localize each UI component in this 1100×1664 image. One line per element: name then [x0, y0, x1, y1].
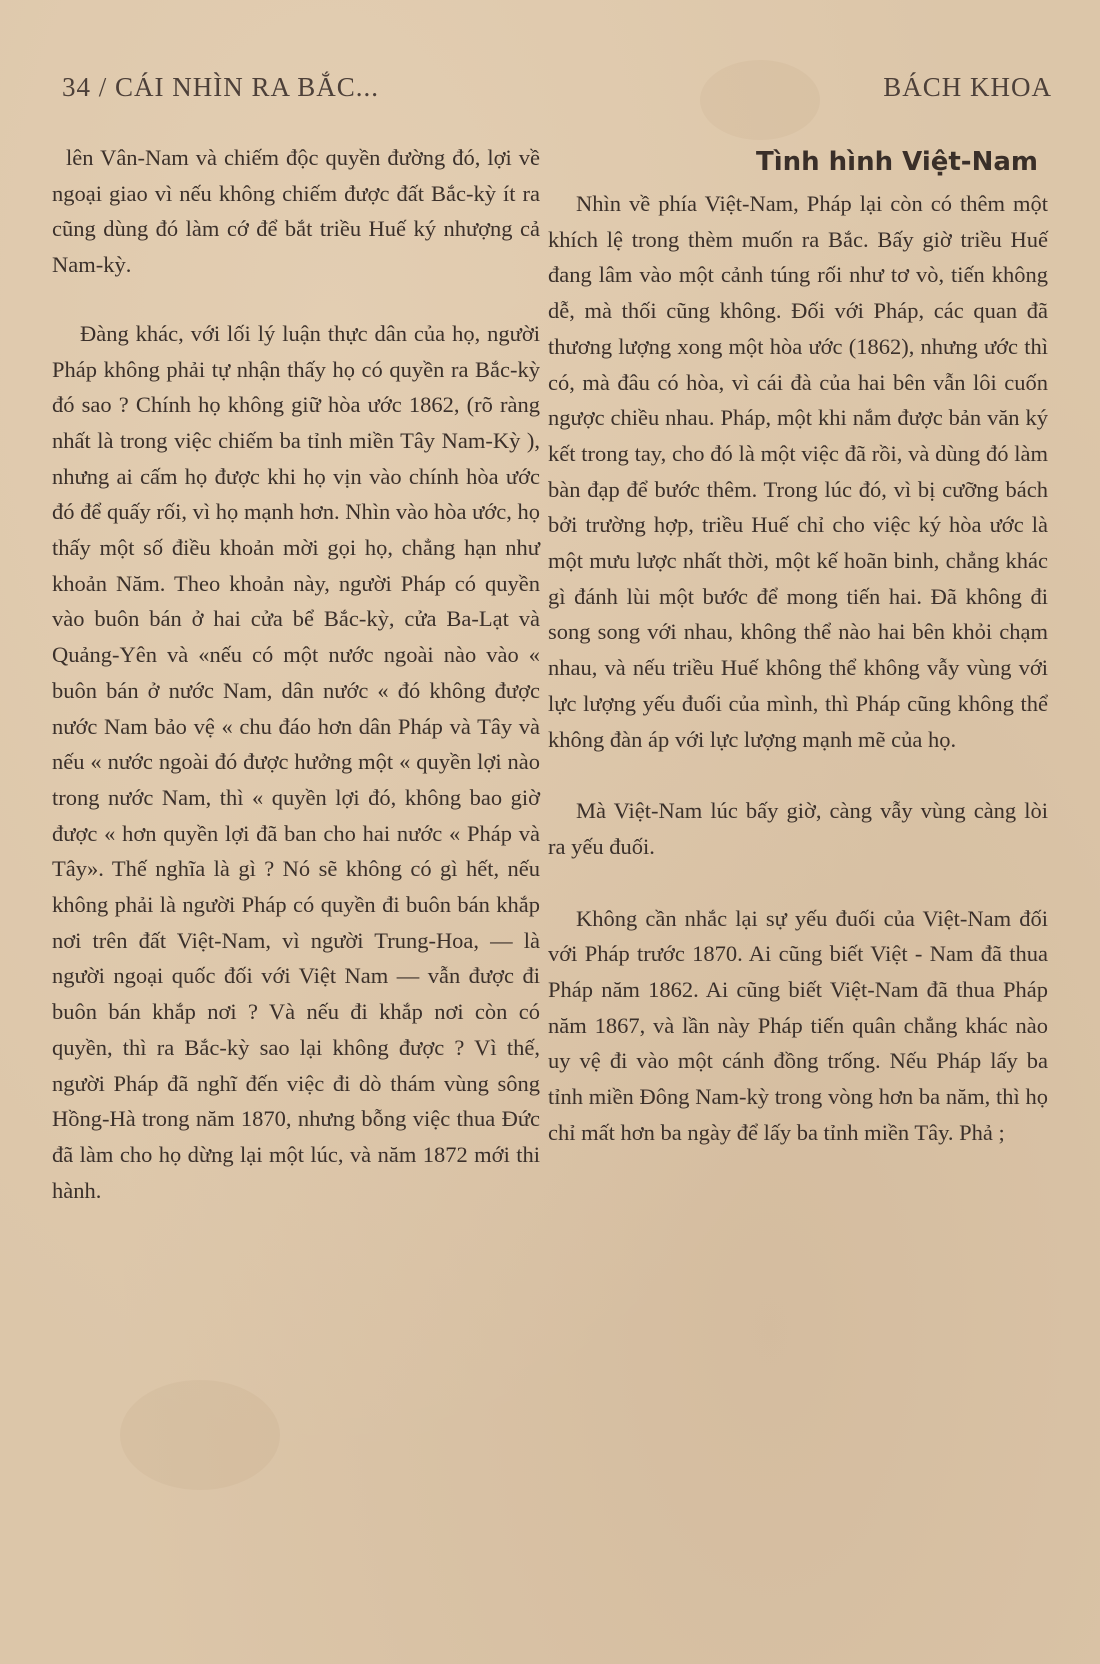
right-column [548, 140, 1048, 1151]
left-paragraph-2: Đàng khác, với lối lý luận thực dân của họ, người Pháp không phải tự nhận thấy họ có quyền ra Bắc-kỳ đó sao ? Chính họ không giữ hòa ước 1862, (rõ ràng nhất là trong việc chiếm ba tỉnh miền Tây Nam-Kỳ ), nhưng ai cấm họ được khi họ vịn vào chính hòa ước đó để quấy rối, vì họ mạnh hơn. Nhìn vào hòa ước, họ thấy một số điều khoản mời gọi họ, chẳng hạn như khoản Năm. Theo khoản này, người Pháp có quyền vào buôn bán ở hai cửa bể Bắc-kỳ, cửa Ba-Lạt và Quảng-Yên và «nếu có một nước ngoài nào vào « buôn bán ở nước Nam, dân nước « đó không được nước Nam bảo vệ « chu đáo hơn dân Pháp và Tây và nếu « nước ngoài đó được hưởng một « quyền lợi nào trong nước Nam, thì « quyền lợi đó, không bao giờ được « hơn quyền lợi đã ban cho hai nước « Pháp và Tây». Thế nghĩa là gì ? Nó sẽ không có gì hết, nếu không phải là người Pháp có quyền đi buôn bán khắp nơi trên đất Việt-Nam, vì người Trung-Hoa, — là người ngoại quốc đối với Việt Nam — vẫn được đi buôn bán khắp nơi ? Và nếu đi khắp nơi còn có quyền, thì ra Bắc-kỳ sao lại không được ? Vì thế, người Pháp đã nghĩ đến việc đi dò thám vùng sông Hồng-Hà trong năm 1870, nhưng bỗng việc thua Đức đã làm cho họ dừng lại một lúc, và năm 1872 mới thi hành. [52, 320, 540, 1203]
right-paragraph-3: Không cần nhắc lại sự yếu đuối của Việt-Nam đối với Pháp trước 1870. Ai cũng biết Việt - Nam đã thua Pháp năm 1862. Ai cũng biết Việt-Nam đã thua Pháp năm 1867, và lần này Pháp tiến quân chẳng khác nào uy vệ đi vào một cánh đồng trống. Nếu Pháp lấy ba tỉnh miền Đông Nam-kỳ trong vòng hơn ba năm, thì họ chỉ mất hơn ba ngày để lấy ba tỉnh miền Tây. Phả ; [548, 905, 1048, 1145]
section-heading: Tình hình Việt-Nam [755, 147, 1038, 177]
header-magazine-name: BÁCH KHOA [883, 72, 1052, 102]
header-page-title: 34 / CÁI NHÌN RA BẮC... [62, 72, 380, 102]
left-paragraph-1: lên Vân-Nam và chiếm độc quyền đường đó, lợi về ngoại giao vì nếu không chiếm được đất Bắc-kỳ ít ra cũng dùng đó làm cớ để bắt triều Huế ký nhượng cả Nam-kỳ. [52, 145, 540, 278]
left-column [52, 140, 540, 1208]
running-header [62, 72, 1052, 112]
right-paragraph-1: Nhìn về phía Việt-Nam, Pháp lại còn có thêm một khích lệ trong thèm muốn ra Bắc. Bấy giờ triều Huế đang lâm vào một cảnh túng rối như tơ vò, tiến không dễ, mà thối cũng không. Đối với Pháp, các quan đã thương lượng xong một hòa ước (1862), nhưng ước thì có, mà đâu có hòa, vì cái đà của hai bên vẫn lôi cuốn ngược chiều nhau. Pháp, một khi nắm được bản văn ký kết trong tay, cho đó là một việc đã rồi, và dùng đó làm bàn đạp để bước thêm. Trong lúc đó, vì bị cưỡng bách bởi trường hợp, triều Huế chỉ cho việc ký hòa ước là một mưu lược nhất thời, một kế hoãn binh, chẳng khác gì đánh lùi một bước để mong tiến hai. Đã không đi song song với nhau, không thể nào hai bên khỏi chạm nhau, và nếu triều Huế không thể không vẫy vùng với lực lượng yếu đuối của mình, thì Pháp cũng không thể không đàn áp với lực lượng mạnh mẽ của họ. [548, 191, 1048, 752]
paper-stain [120, 1380, 280, 1490]
right-paragraph-2: Mà Việt-Nam lúc bấy giờ, càng vẫy vùng càng lòi ra yếu đuối. [548, 798, 1048, 859]
